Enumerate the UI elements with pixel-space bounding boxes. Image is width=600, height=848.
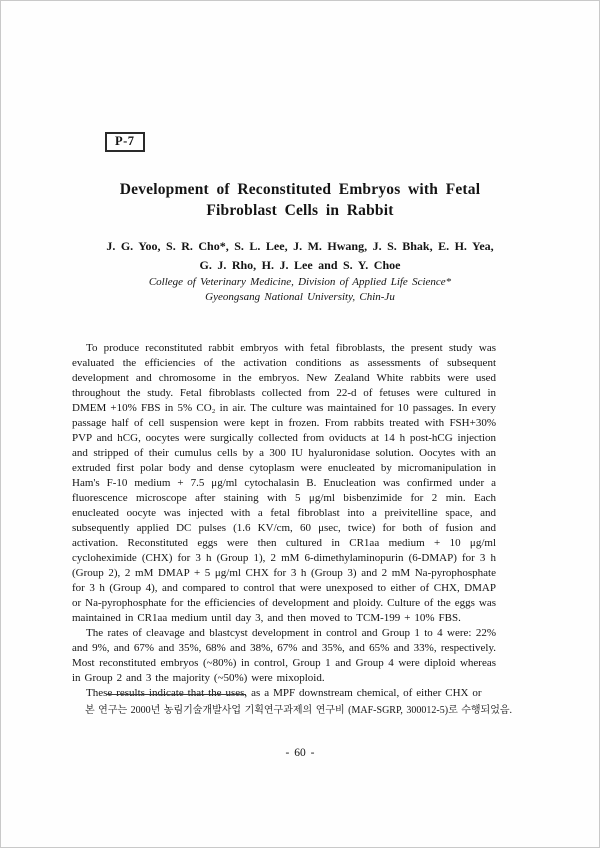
- paper-title-line-2: Fibroblast Cells in Rabbit: [206, 202, 394, 219]
- footnote-separator-rule: [106, 694, 246, 695]
- authors-block: [1, 237, 599, 275]
- paper-title: [1, 179, 599, 221]
- paper-label-badge: [105, 132, 145, 152]
- abstract-paragraph-3: These results indicate that the uses, as a MPF downstream chemical, of either CHX or: [86, 687, 482, 699]
- abstract-paragraph-2: The rates of cleavage and blastcyst development in control and Group 1 to 4 were: 22% and 9%, and 67% and 35%, 68% and 38%, 67% and 35%, and 65% and 33%, respectively. Most reconstituted embryos (~80%) in control, Group 1 and Group 4 were diploid whereas in Group 2 and 3 the majority (~50%) were mixoploid.: [72, 627, 496, 684]
- affiliation-line-2: Gyeongsang National University, Chin-Ju: [205, 291, 395, 303]
- authors-line-2: G. J. Rho, H. J. Lee and S. Y. Choe: [199, 258, 401, 272]
- authors-line-1: J. G. Yoo, S. R. Cho*, S. L. Lee, J. M. Hwang, J. S. Bhak, E. H. Yea,: [106, 239, 494, 253]
- footnote-text: 본 연구는 2000년 농림기술개발사업 기획연구과제의 연구비 (MAF-SGRP, 300012-5)로 수행되었음.: [85, 705, 513, 716]
- affiliation-block: [1, 275, 599, 305]
- affiliation-line-1: College of Veterinary Medicine, Division of Applied Life Science*: [148, 276, 452, 288]
- abstract-paragraph-1: To produce reconstituted rabbit embryos with fetal fibroblasts, the present study was evaluated the efficiencies of the activation conditions as assessments of subsequent development and chromosome in the embryos. New Zealand White rabbits were used throughout the study. Fetal fibroblasts collected from 22-d of fetuses were cultured in DMEM +10% FBS in 5% CO₂ in air. The culture was maintained for 10 passages. In every passage half of cell suspension were kept in frozen. From rabbits treated with FSH+30% PVP and hCG, oocytes were surgically collected from oviducts at 14 h post-hCG injection and stripped of their cumulus cells by a 300 IU hyaluronidase solution. Oocytes with an extruded first polar body and dense cytoplasm were enucleated by micromanipulation in Ham's F-10 medium + 7.5 μg/ml cytochalasin B. Enucleation was confirmed under a fluorescence microscope after staining with 5 μg/ml bisbenzimide for 2 min. Each enucleated oocyte was injected with a fetal fibroblast into a preivitelline space, and subsequently applied DC pulses (1.6 KV/cm, 60 μsec, twice) for both of fusion and activation. Reconstituted eggs were then cultured in CR1aa medium + 10 μg/ml cycloheximide (CHX) for 3 h (Group 1), 2 mM 6-dimethylaminopurin (6-DMAP) for 3 h (Group 2), 2 mM DMAP + 5 μg/ml CHX for 3 h (Group 3) and 2 mM Na-pyrophosphate for 3 h (Group 4), and compared to control that were unexposed to either of CHX, DMAP or Na-pyrophosphate for the efficiencies of development and ploidy. Culture of the eggs was maintained in CR1aa medium until day 3, and then moved to TCM-199 + 10% FBS.: [72, 342, 496, 624]
- paper-label: P-7: [115, 134, 135, 148]
- abstract-body: [72, 341, 496, 701]
- paper-title-line-1: Development of Reconstituted Embryos with Fetal: [119, 181, 481, 198]
- page-number: - 60 -: [285, 747, 315, 759]
